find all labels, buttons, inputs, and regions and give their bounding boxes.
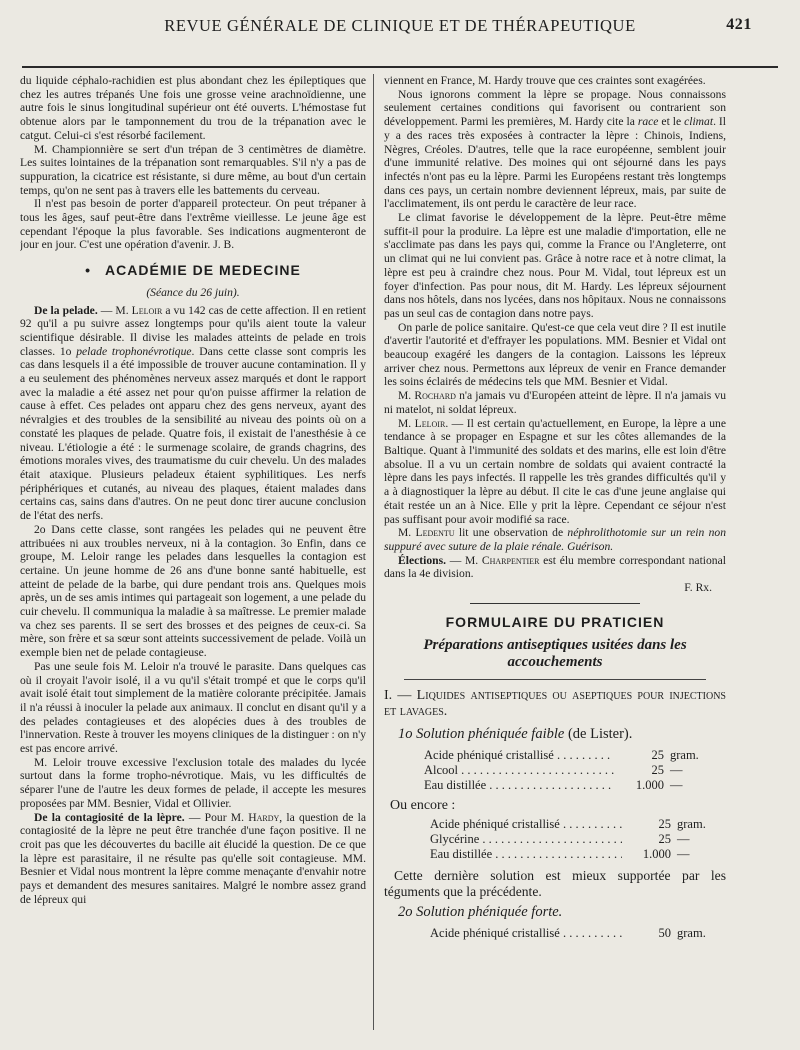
run-in-heading: Élections. xyxy=(398,553,446,567)
signature: F. Rx. xyxy=(684,581,712,595)
signature: J. B. xyxy=(213,238,235,252)
recipe-row: Alcool . . . 25 — xyxy=(424,763,726,778)
paragraph: du liquide céphalo-rachidien est plus abondant chez les épileptiques que chez les autres trépanés Une fois une grosse veine arachnoïdienne, une autre fois le sinus longitudinal supérieur ont été ouverts. L'hémostase fut obtenue alors par le tamponnement du trou de la trépanation avec le catgut. Celui-ci s'est résorbé facilement. xyxy=(20,74,366,142)
journal-title: REVUE GÉNÉRALE DE CLINIQUE ET DE THÉRAPEUTIQUE xyxy=(164,16,636,35)
recipe-row: Acide phéniqué cristallisé . . . 25 gram. xyxy=(424,748,726,763)
session-date: (Séance du 26 juin). xyxy=(146,285,240,299)
column-divider xyxy=(373,74,374,1030)
right-column xyxy=(384,74,726,1040)
recipe-row: Eau distillée . . . 1.000 — xyxy=(424,778,726,793)
paragraph: Cette dernière solution est mieux supportée par les téguments que la précédente. xyxy=(384,867,726,899)
paragraph: M. Leloir trouve excessive l'exclusion totale des malades du lycée surtout dans la forme tropho-névrotique. Mais, vu les difficultés de séparer l'une de l'autre les deux formes de pelade, il accepte les mesures proposées par MM. Besnier, Vidal et Ollivier. xyxy=(20,755,366,810)
paragraph: Nous ignorons comment la lèpre se propage. Nous connaissons seulement certaines conditions qui favorisent ou contrarient son développement. Parmi les premières, M. Hardy cite la race et le climat. Il y a des races très exposées à contracter la lèpre : Chinois, Indiens, Nègres, Créoles. D'autres, telle que la race européenne, semblent jouir d'une immunité relative. Des moines qui ont séjourné dans les pays infectés n'ont pas eu la lèpre. Parmi les Européens restant très longtemps dans ces pays, un certain nombre deviennent lépreux, mais, par suite de l'acclimatement, ils ont perdu le caractère de leur race. xyxy=(384,87,726,211)
recipe-row: Glycérine . . . 25 — xyxy=(430,832,726,847)
paragraph: Il n'est pas besoin de porter d'appareil protecteur. On peut trépaner à tous les âges, sauf peut-être dans l'extrême vieillesse. Le jeune âge est cependant l'époque la plus favorable. Ses indications augmenteront de jour en jour. C'est une opération d'avenir. J. B. xyxy=(20,197,366,252)
paragraph: Pas une seule fois M. Leloir n'a trouvé le parasite. Dans quelques cas où il croyait l'avoir isolé, il a vu qu'il s'était trompé et que le corps qu'il avait isolé était tout simplement de la matière colorante précipitée. Jamais il n'a réussi à inoculer la pelade aux animaux. Il conclut en disant qu'il y a des pelades contagieuses et des alopécies dues à des troubles de l'innervation. Reste à trouver les moyens cliniques de la distinguer : on n'y est pas encore arrivé. xyxy=(20,659,366,756)
paragraph: M. Championnière se sert d'un trépan de 3 centimètres de diamètre. Les suites lointaines de la trépanation sont remarquables. S'il n'y a pas de suppuration, la cicatrice est résistante, si dure même, au bout d'un certain temps, qu'on ne sent pas à travers elle les battements du cerveau. xyxy=(20,142,366,197)
paragraph: M. Rochard n'a jamais vu d'Européen atteint de lèpre. Il n'a jamais vu ni matelot, ni soldat lépreux. xyxy=(384,389,726,416)
header-rule xyxy=(22,66,778,68)
run-in-heading: De la pelade. xyxy=(34,303,98,317)
paragraph: Élections. — M. Charpentier est élu membre correspondant national dans la 4e division. xyxy=(384,553,726,581)
paragraph: De la contagiosité de la lèpre. — Pour M. Hardy, la question de la contagiosité de la lèpre ne peut être tranchée d'une façon positive. Il ne croit pas que les découvertes du bacille ait élucidé la question. De ce que la lèpre est parasitaire, il ne résulte pas qu'elle soit contagieuse. MM. Besnier et Vidal nous montrent la lèpre comme menaçante d'envahir notre pays et demandent des mesures sanitaires. Malgré le nombre assez grand de lépreux qui xyxy=(20,810,366,906)
paragraph: On parle de police sanitaire. Qu'est-ce que cela veut dire ? Il est inutile d'avertir l'autorité et d'effrayer les populations. MM. Besnier et Vidal ont beaucoup exagéré les dangers de la contagion. Laissons les lépreux arriver chez nous. Permettons aux lépreux de venir en France demander les soins éclairés de médecins tels que MM. Besnier et Vidal. xyxy=(384,320,726,389)
paragraph: M. Ledentu lit une observation de néphrolithotomie sur un rein non suppuré avec suture de la plaie rénale. Guérison. xyxy=(384,526,726,553)
running-head xyxy=(40,16,760,42)
page-number: 421 xyxy=(726,16,752,33)
recipe-table xyxy=(384,817,726,862)
paragraph: viennent en France, M. Hardy trouve que ces craintes sont exagérées. xyxy=(384,74,706,87)
solution-title: 1o Solution phéniquée faible (de Lister). xyxy=(398,726,633,743)
paragraph: 2o Dans cette classe, sont rangées les pelades qui ne peuvent être attribuées ni aux troubles nerveux, ni à la contagion. 3o Enfin, dans ce groupe, M. Leloir range les pelades dans lesquelles la contagion est certaine. Un jeune homme de 26 ans d'une bonne santé habituelle, est atteint de pelade de la barbe, qui dure pendant trois ans. Quelques mois après, un de ses amis intimes qui partageait son logement, a une pelade du cuir chevelu. Il communiqua la maladie à sa maîtresse. Le premier malade va chez ses parents. Il se sert des brosses et des peignes de ceux-ci. Sa mère, son frère et sa sœur sont atteints successivement de pelade. Voilà un exemple bien net de pelade contagieuse. xyxy=(20,522,366,660)
paragraph: De la pelade. — M. Leloir a vu 142 cas de cette affection. Il en retient 92 qu'il a pu suivre assez longtemps pour qu'ils aient toute la valeur scientifique désirable. Il divise les malades atteints de pelade en trois classes. 1o pelade trophonévrotique. Dans cette classe sont compris les cas dans lesquels il a été impossible de trouver aucune contamination. Il y a eu seulement des phénomènes nerveux assez marqués et dont le rapport avec la maladie a été assez net pour qu'on puisse affirmer la relation de cause à effet. Ces pelades ont apparu chez des gens nerveux, ayant des névralgies et des troubles de la sensibilité au niveau des points où on a constaté les plaques de pelade. Quatre fois, il existait de l'anesthésie à ce niveau. L'étiologie a été : le surmenage scolaire, de grands chagrins, des émotions morales vives, des traumatisme du cuir chevelu. Un des malades était ataxique. Plusieurs peladeux étaient syphilitiques. Les nerfs périphériques et cutanés, au niveau des plaques, étaient malades dans certains cas, sains dans d'autres. On ne peut donc tirer aucune conclusion de l'état des nerfs. xyxy=(20,303,366,523)
section-heading: FORMULAIRE DU PRATICIEN xyxy=(445,613,665,630)
paragraph: M. Leloir. — Il est certain qu'actuellement, en Europe, la lèpre a une tendance à se propager en Espagne et sur les côtes allemandes de la Baltique. Quant à l'immunité des soldats et des marins, elle est loin d'être absolue. Il a vu un certain nombre de soldats qui avaient contracté la lèpre dans les pays infectés. Il rappelle les très grandes difficultés qu'il y a à diagnostiquer la lèpre au début. Il cite le cas d'une jeune anglaise qui était restée un an à Nice. Elle y prit la lèpre. Cependant ce séjour n'est pas suffisant pour avoir modifié sa race. xyxy=(384,416,726,526)
alternative-label: Ou encore : xyxy=(390,798,456,814)
left-column xyxy=(20,74,366,1040)
recipe-table xyxy=(384,748,726,793)
recipe-row: Eau distillée . . . 1.000 — xyxy=(430,847,726,862)
divider xyxy=(404,679,706,680)
recipe-table xyxy=(384,926,726,941)
section-divider xyxy=(470,603,640,604)
recipe-row: Acide phéniqué cristallisé . . . 50 gram. xyxy=(430,926,726,941)
section-heading: • ACADÉMIE DE MEDECINE xyxy=(85,262,301,279)
subsection-heading: Préparations antiseptiques usitées dans les accouchements xyxy=(423,637,687,671)
paragraph: Le climat favorise le développement de la lèpre. Peut-être même suffit-il pour la produire. La lèpre est une maladie d'importation, elle ne s'acclimate pas dans les pays qui, comme la France ou l'Angleterre, ont un climat qui ne lui convient pas. Grâce à notre race et à notre climat, la lèpre est peu à craindre chez nous. Pour M. Vidal, tout lépreux est un foyer d'infection. Pas pour nous, dit M. Hardy. Les lépreux séjournent dans nos hôtels, dans nos lycées, dans nos hôpitaux. Nous ne connaissons pas un seul cas de contagion dans notre pays. xyxy=(384,211,726,320)
run-in-heading: De la contagiosité de la lèpre. xyxy=(34,810,185,824)
recipe-row: Acide phéniqué cristallisé . . . 25 gram. xyxy=(430,817,726,832)
solution-title: 2o Solution phéniquée forte. xyxy=(398,903,563,920)
category-heading: I. — Liquides antiseptiques ou aseptiques pour injections et lavages. xyxy=(384,688,726,720)
